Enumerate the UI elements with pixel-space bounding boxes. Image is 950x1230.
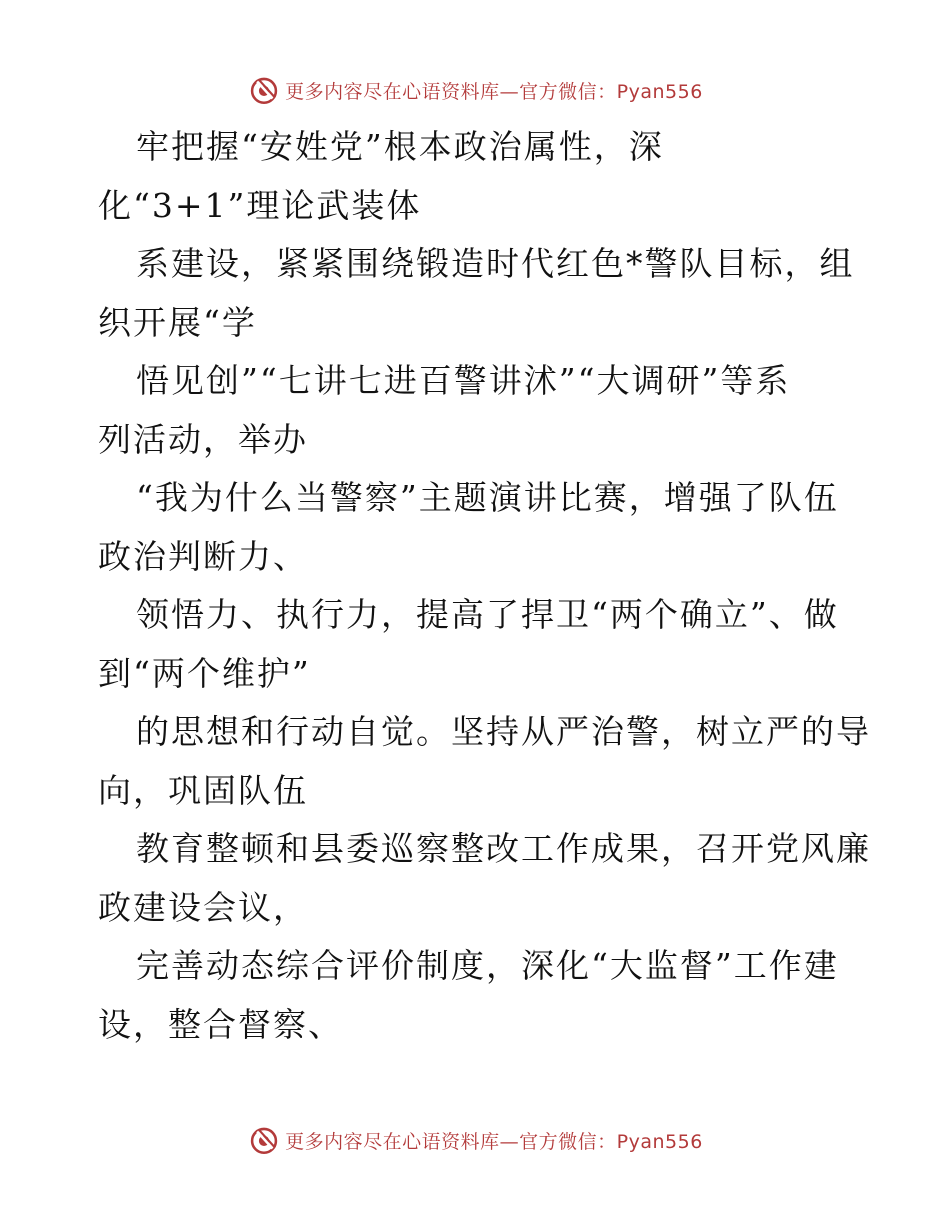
text-line: 化“3+1”理论武装体 — [98, 185, 422, 225]
header-banner — [0, 70, 950, 110]
footer-banner — [0, 1120, 950, 1160]
text-line: 向，巩固队伍 — [98, 770, 308, 810]
footer-banner-text: 更多内容尽在心语资料库—官方微信：Pyan556 — [285, 1130, 703, 1153]
text-line: 完善动态综合评价制度，深化“大监督”工作建 — [136, 946, 839, 985]
header-wechat-handle: Pyan556 — [616, 80, 703, 103]
document-body — [98, 118, 871, 1054]
text-line: 悟见创”“七讲七进百警讲沭”“大调研”等系 — [136, 361, 791, 400]
logo-icon — [247, 73, 281, 107]
text-line: 到“两个维护” — [98, 653, 311, 693]
text-line: 牢把握“安姓党”根本政治属性，深 — [136, 127, 664, 166]
header-banner-text: 更多内容尽在心语资料库—官方微信：Pyan556 — [285, 80, 703, 103]
text-line: 的思想和行动自觉。坚持从严治警，树立严的导 — [136, 712, 871, 751]
logo-icon — [247, 1123, 281, 1157]
text-line: 政治判断力、 — [98, 536, 308, 576]
text-line: “我为什么当警察”主题演讲比赛，增强了队伍 — [136, 478, 839, 517]
text-line: 领悟力、执行力，提高了捍卫“两个确立”、做 — [136, 595, 839, 634]
text-line: 政建设会议， — [98, 887, 308, 927]
text-line: 列活动，举办 — [98, 419, 308, 459]
text-line: 系建设，紧紧围绕锻造时代红色*警队目标，组 — [136, 244, 855, 283]
text-line: 设，整合督察、 — [98, 1004, 343, 1044]
text-line: 教育整顿和县委巡察整改工作成果，召开党风廉 — [136, 829, 871, 868]
text-line: 织开展“学 — [98, 302, 257, 342]
footer-wechat-handle: Pyan556 — [616, 1130, 703, 1153]
